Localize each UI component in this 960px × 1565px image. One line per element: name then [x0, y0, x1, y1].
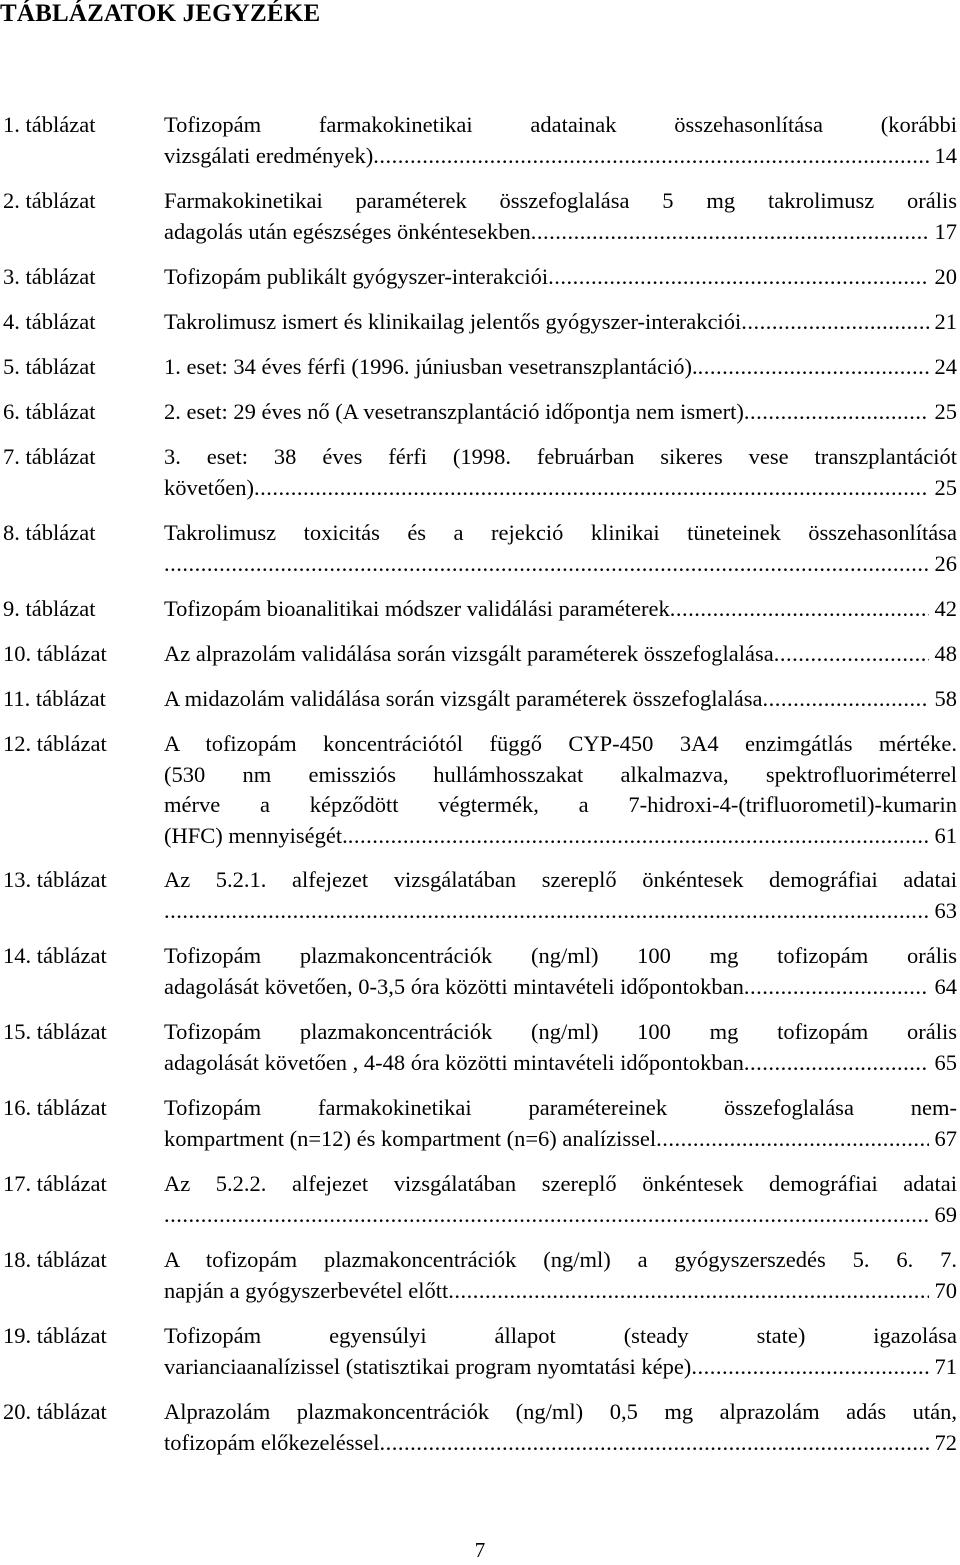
list-item	[0, 186, 957, 247]
page-ref: 63	[934, 897, 957, 923]
list-item	[0, 110, 957, 171]
dot-leader	[698, 352, 929, 383]
caption-line: A tofizopám plazmakoncentrációk (ng/ml) a gyógyszerszedés 5. 6. 7.	[164, 1247, 957, 1272]
table-number: 1. táblázat	[3, 112, 96, 137]
dot-leader	[348, 821, 929, 852]
page-ref: 70	[934, 1277, 957, 1303]
table-number: 11. táblázat	[3, 686, 106, 711]
list-item	[0, 594, 957, 625]
table-caption	[164, 1169, 957, 1230]
page-ref: 26	[934, 550, 957, 576]
table-number: 17. táblázat	[3, 1171, 107, 1196]
caption-line: (530 nm emissziós hullámhosszakat alkalmazva, spektrofluoriméterrel	[164, 761, 957, 787]
caption-line: Tofizopám plazmakoncentrációk (ng/ml) 100 mg tofizopám orális	[164, 943, 957, 968]
dot-leader	[744, 972, 929, 1003]
page-ref: 24	[934, 354, 957, 379]
caption-line: Az alprazolám validálása során vizsgált paraméterek összefoglalása	[164, 641, 774, 666]
caption-line: 2. eset: 29 éves nő (A vesetranszplantáció időpontja nem ismert)	[164, 399, 744, 424]
page-ref: 17	[934, 218, 957, 244]
table-caption	[164, 397, 957, 428]
table-number: 3. táblázat	[3, 264, 96, 289]
list-item	[0, 1397, 957, 1458]
table-caption	[164, 594, 957, 625]
page-ref: 65	[934, 1049, 957, 1075]
list-item	[0, 1169, 957, 1230]
dot-leader	[254, 473, 929, 504]
list-item	[0, 442, 957, 503]
table-caption	[164, 1017, 957, 1078]
dot-leader	[691, 1352, 928, 1383]
page-ref: 72	[934, 1429, 957, 1455]
table-number: 13. táblázat	[3, 867, 107, 892]
table-number: 18. táblázat	[3, 1247, 107, 1272]
dot-leader	[373, 141, 928, 172]
list-item	[0, 397, 957, 428]
table-number: 10. táblázat	[3, 641, 107, 666]
table-caption	[164, 110, 957, 171]
list-item	[0, 1017, 957, 1078]
page-ref: 14	[934, 142, 957, 168]
caption-line: 3. eset: 38 éves férfi (1998. februárban sikeres vese transzplantációt	[164, 444, 957, 469]
table-number: 4. táblázat	[3, 309, 96, 334]
page-ref: 42	[934, 596, 957, 621]
dot-leader	[656, 1124, 928, 1155]
page-ref: 21	[934, 309, 957, 334]
caption-line: A midazolám validálása során vizsgált paraméterek összefoglalása	[164, 686, 763, 711]
table-caption	[164, 352, 957, 383]
caption-line: varianciaanalízissel (statisztikai program nyomtatási képe)	[164, 1353, 692, 1379]
table-caption	[164, 262, 957, 293]
table-number: 15. táblázat	[3, 1019, 107, 1044]
dot-leader	[774, 639, 929, 670]
dot-leader	[531, 217, 929, 248]
caption-line: Az 5.2.2. alfejezet vizsgálatában szereplő önkéntesek demográfiai adatai	[164, 1171, 957, 1196]
table-caption	[164, 639, 957, 670]
page-ref: 71	[934, 1353, 957, 1379]
table-number: 9. táblázat	[3, 596, 96, 621]
dot-leader	[164, 549, 929, 580]
caption-line: Tofizopám egyensúlyi állapot (steady state) igazolása	[164, 1323, 957, 1348]
caption-line: mérve a képződött végtermék, a 7-hidroxi-4-(trifluorometil)-kumarin	[164, 792, 957, 817]
list-item	[0, 352, 957, 383]
table-caption	[164, 186, 957, 247]
table-number: 14. táblázat	[3, 943, 107, 968]
dot-leader	[670, 594, 929, 625]
dot-leader	[380, 1428, 929, 1459]
list-item	[0, 262, 957, 293]
list-item	[0, 1245, 957, 1306]
dot-leader	[164, 896, 929, 927]
table-number: 19. táblázat	[3, 1323, 107, 1348]
table-number: 20. táblázat	[3, 1399, 107, 1424]
table-number: 5. táblázat	[3, 354, 96, 379]
caption-line: napján a gyógyszerbevétel előtt	[164, 1277, 449, 1303]
list-item	[0, 865, 957, 926]
caption-line: tofizopám előkezeléssel	[164, 1429, 380, 1455]
table-caption	[164, 1321, 957, 1382]
page-ref: 25	[934, 399, 957, 424]
list-item	[0, 684, 957, 715]
caption-line: 1. eset: 34 éves férfi (1996. júniusban vesetranszplantáció).	[164, 354, 698, 379]
page-title: TÁBLÁZATOK JEGYZÉKE	[0, 0, 321, 27]
page-ref: 58	[934, 686, 957, 711]
page-ref: 20	[934, 264, 957, 289]
caption-line: (HFC) mennyiségét.	[164, 822, 348, 848]
caption-line: adagolását követően, 0-3,5 óra közötti mintavételi időpontokban	[164, 973, 744, 999]
caption-line: Tofizopám bioanalitikai módszer validálási paraméterek	[164, 596, 670, 621]
table-number: 12. táblázat	[3, 731, 107, 756]
table-number: 6. táblázat	[3, 399, 96, 424]
table-caption	[164, 518, 957, 579]
table-number: 7. táblázat	[3, 444, 96, 469]
table-caption	[164, 1093, 957, 1154]
caption-line: adagolás után egészséges önkéntesekben	[164, 218, 531, 244]
dot-leader	[448, 1276, 928, 1307]
page-ref: 48	[934, 641, 957, 666]
caption-line: Takrolimusz ismert és klinikailag jelentős gyógyszer-interakciói	[164, 309, 742, 334]
dot-leader	[741, 307, 928, 338]
page-number: 7	[474, 1538, 486, 1562]
page-ref: 64	[934, 973, 957, 999]
table-caption	[164, 1397, 957, 1458]
caption-line: Tofizopám farmakokinetikai paramétereinek összefoglalása nem-	[164, 1095, 957, 1120]
table-caption	[164, 307, 957, 338]
caption-line: vizsgálati eredmények)	[164, 142, 374, 168]
list-item	[0, 1093, 957, 1154]
table-caption	[164, 1245, 957, 1306]
table-caption	[164, 684, 957, 715]
caption-line: Takrolimusz toxicitás és a rejekció klinikai tüneteinek összehasonlítása	[164, 520, 957, 545]
dot-leader	[763, 684, 929, 715]
caption-line: Farmakokinetikai paraméterek összefoglalása 5 mg takrolimusz orális	[164, 188, 957, 213]
caption-line: Alprazolám plazmakoncentrációk (ng/ml) 0,5 mg alprazolám adás után,	[164, 1399, 957, 1424]
list-item	[0, 307, 957, 338]
caption-line: A tofizopám koncentrációtól függő CYP-450 3A4 enzimgátlás mértéke.	[164, 731, 957, 756]
list-item	[0, 729, 957, 851]
table-number: 2. táblázat	[3, 188, 96, 213]
dot-leader	[744, 1048, 929, 1079]
caption-line: kompartment (n=12) és kompartment (n=6) analízissel	[164, 1125, 657, 1151]
table-caption	[164, 941, 957, 1002]
table-caption	[164, 729, 957, 851]
dot-leader	[164, 1200, 929, 1231]
page-ref: 61	[934, 822, 957, 848]
page-ref: 25	[934, 474, 957, 500]
list-item	[0, 1321, 957, 1382]
caption-line: adagolását követően , 4-48 óra közötti mintavételi időpontokban	[164, 1049, 744, 1075]
list-item	[0, 941, 957, 1002]
caption-line: Az 5.2.1. alfejezet vizsgálatában szereplő önkéntesek demográfiai adatai	[164, 867, 957, 892]
page-ref: 69	[934, 1201, 957, 1227]
caption-line: Tofizopám publikált gyógyszer-interakciói	[164, 264, 549, 289]
table-number: 8. táblázat	[3, 520, 96, 545]
list-item	[0, 518, 957, 579]
table-number: 16. táblázat	[3, 1095, 107, 1120]
caption-line: Tofizopám farmakokinetikai adatainak összehasonlítása (korábbi	[164, 112, 957, 137]
dot-leader	[548, 262, 928, 293]
table-caption	[164, 442, 957, 503]
page-ref: 67	[934, 1125, 957, 1151]
list-item	[0, 639, 957, 670]
table-caption	[164, 865, 957, 926]
caption-line: Tofizopám plazmakoncentrációk (ng/ml) 100 mg tofizopám orális	[164, 1019, 957, 1044]
caption-line: követően)	[164, 474, 254, 500]
dot-leader	[744, 397, 929, 428]
